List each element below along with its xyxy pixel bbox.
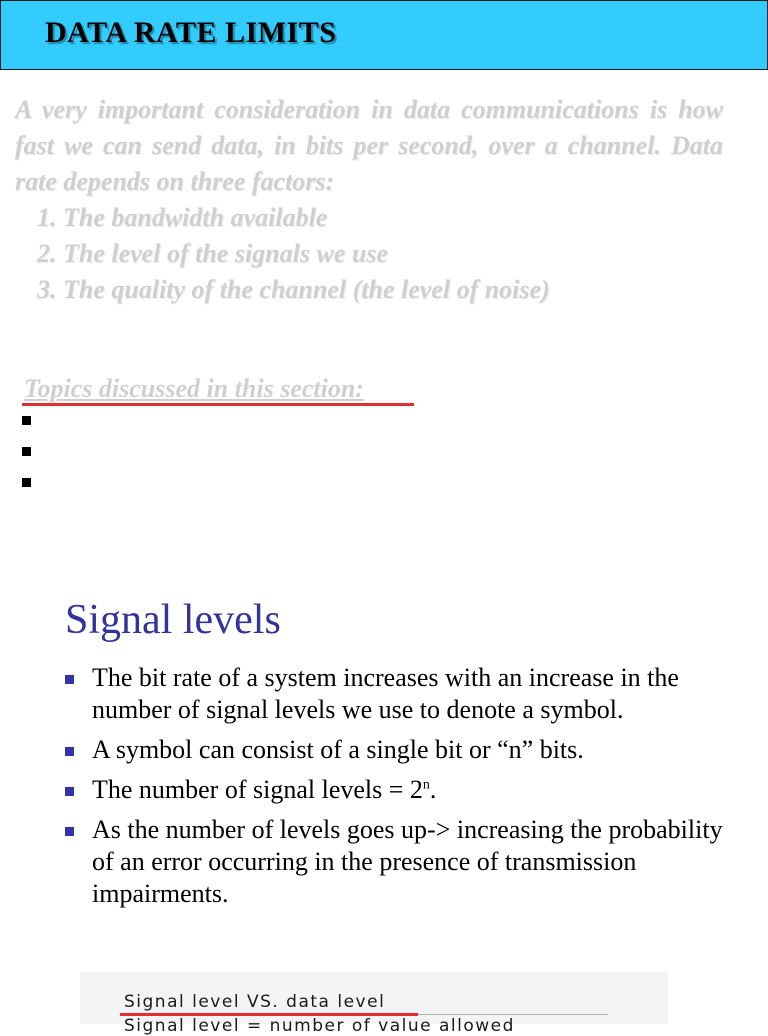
intro-paragraph: A very important consideration in data communications is how fast we can send data, in bits per second, over a channel. Data rate depends on three factors:	[15, 95, 723, 196]
list-item	[92, 734, 732, 766]
square-bullet-icon	[65, 787, 74, 796]
bullet-superscript: n	[422, 777, 430, 793]
factor-item: 2. The level of the signals we use	[37, 239, 388, 268]
slide3-body: Signal level = number of value allowed	[124, 1016, 515, 1036]
bullet-text: As the number of levels goes up-> increasing the probability of an error occurring in the presence of transmission impairments.	[92, 815, 723, 908]
factor-item: 3. The quality of the channel (the level of noise)	[37, 275, 550, 304]
bullet-text-suffix: .	[429, 775, 437, 804]
topics-underline	[22, 403, 414, 406]
signal-levels-title: Signal levels	[65, 597, 281, 643]
list-item	[92, 662, 732, 726]
topic-bullet-icon	[22, 447, 31, 456]
topic-bullet-icon	[22, 478, 31, 487]
list-item	[92, 814, 732, 910]
factor-item: 1. The bandwidth available	[37, 203, 328, 232]
slide3-title: Signal level VS. data level	[124, 992, 386, 1012]
list-item	[92, 774, 732, 806]
title-bar	[0, 0, 768, 70]
bullet-text: The bit rate of a system increases with an increase in the number of signal levels we use to denote a symbol.	[92, 663, 679, 724]
slide3-card	[80, 972, 668, 1036]
square-bullet-icon	[65, 827, 74, 836]
bullet-text: A symbol can consist of a single bit or “n” bits.	[92, 735, 584, 764]
slide-title: DATA RATE LIMITS	[45, 16, 337, 49]
square-bullet-icon	[65, 747, 74, 756]
topics-heading: Topics discussed in this section:	[24, 374, 364, 403]
slide3-rule	[418, 1014, 608, 1015]
signal-levels-list	[92, 662, 732, 918]
bullet-text: The number of signal levels = 2	[92, 775, 423, 804]
topic-bullet-icon	[22, 416, 31, 425]
factors-list	[37, 200, 550, 308]
square-bullet-icon	[65, 675, 74, 684]
